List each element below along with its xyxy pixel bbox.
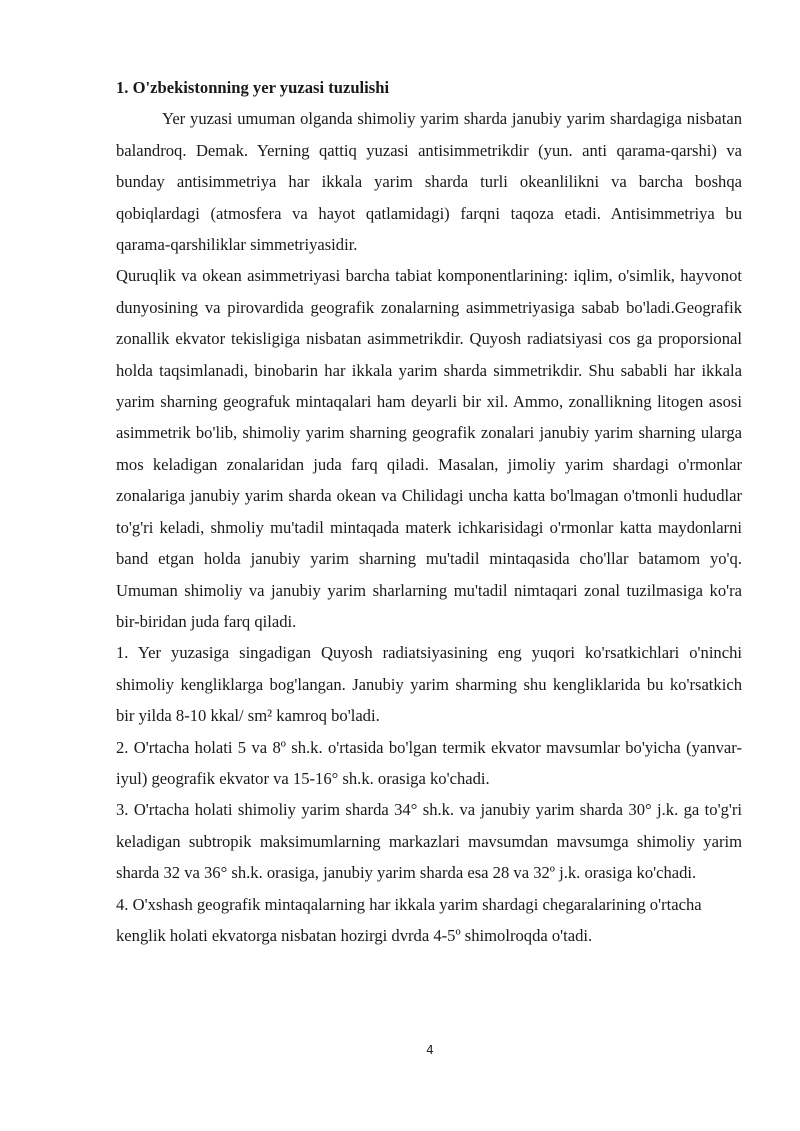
section-heading: 1. O'zbekistonning yer yuzasi tuzulishi [116, 78, 390, 97]
list-item-3: 3. O'rtacha holati shimoliy yarim sharda 34° sh.k. va janubiy yarim sharda 30° j.k. ga to'g'ri keladigan subtropik maksimumlarning markazlari mavsumdan mavsumga shimoliy yarim sharda 32 va 36° sh.k. orasiga, janubiy yarim sharda esa 28 va 32º j.k. orasiga ko'chadi. [116, 800, 742, 883]
list-item-2: 2. O'rtacha holati 5 va 8º sh.k. o'rtasida bo'lgan termik ekvator mavsumlar bo'yicha (yanvar-iyul) geografik ekvator va 15-16° sh.k. orasiga ko'chadi. [116, 737, 742, 788]
page-number: 4 [426, 1043, 434, 1057]
document-page [116, 72, 742, 951]
paragraph-asymmetry: Quruqlik va okean asimmetriyasi barcha tabiat komponentlarining: iqlim, o'simlik, hayvonot dunyosining va pirovardida geografik zonalarning asimmetriyasiga sabab bo'ladi.Geografik zonallik ekvator tekisligiga nisbatan asimmetrikdir. Quyosh radiatsiyasi cos ga proporsional holda taqsimlanadi, binobarin har ikkala yarim sharda simmetrikdir. Shu sababli har ikkala yarim sharning geografuk mintaqalari ham deyarli bir xil. Ammo, zonallikning litogen asosi asimmetrik bo'lib, shimoliy yarim sharning geografik zonalari janubiy yarim sharning ularga mos keladigan zonalaridan juda farq qiladi. Masalan, jimoliy yarim shardagi o'rmonlar zonalariga janubiy yarim sharda okean va Chilidagi uncha katta bo'lmagan o'tmonli hududlar to'g'ri keladi, shmoliy mu'tadil mintaqada materk ichkarisidagi o'rmonlar katta maydonlarni band etgan holda janubiy yarim sharning mu'tadil mintaqasida cho'llar batamom yo'q. Umuman shimoliy va janubiy yarim sharlarning mu'tadil nimtaqari zonal tuzilmasiga ko'ra bir-biridan juda farq qiladi. [116, 266, 742, 631]
paragraph-intro: Yer yuzasi umuman olganda shimoliy yarim sharda janubiy yarim shardagiga nisbatan balandroq. Demak. Yerning qattiq yuzasi antisimmetrikdir (yun. anti qarama-qarshi) va bunday antisimmetriya har ikkala yarim sharda turli okeanlilikni va barcha boshqa qobiqlardagi (atmosfera va hayot qatlamidagi) farqni taqoza etadi. Antisimmetriya bu qarama-qarshiliklar simmetriyasidir. [116, 109, 742, 255]
list-item-1: 1. Yer yuzasiga singadigan Quyosh radiatsiyasining eng yuqori ko'rsatkichlari o'ninchi shimoliy kengliklarga bog'langan. Janubiy yarim sharming shu kengliklarida bu ko'rsatkich bir yilda 8-10 kkal/ sm² kamroq bo'ladi. [116, 643, 742, 726]
list-item-4: 4. O'xshash geografik mintaqalarning har ikkala yarim shardagi chegaralarining o'rtacha kenglik holati ekvatorga nisbatan hozirgi dvrda 4-5º shimolroqda o'tadi. [116, 894, 702, 945]
